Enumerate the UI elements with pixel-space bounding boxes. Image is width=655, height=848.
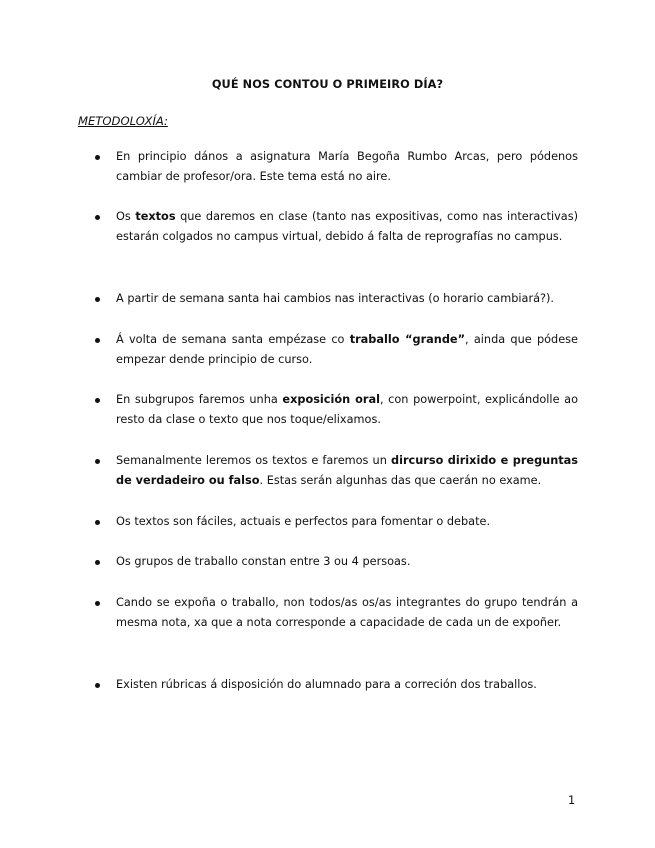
section-heading: METODOLOXÍA: <box>78 114 168 128</box>
bullet-icon <box>95 398 100 403</box>
bullet-icon <box>95 215 100 220</box>
list-item-text <box>116 207 578 248</box>
text-run: , con powerpoint, explicándolle ao resto da clase o texto que nos toque/elixamos. <box>116 393 578 427</box>
text-run: . Estas serán algunhas das que caerán no exame. <box>259 474 542 488</box>
list-item-text <box>116 552 596 572</box>
text-run: En principio dános a asignatura María Begoña Rumbo Arcas, pero pódenos cambiar de profesor/ora. Este tema está no aire. <box>116 150 578 184</box>
text-run: Cando se expoña o traballo, non todos/as os/as integrantes do grupo tendrán a mesma nota, xa que a nota corresponde a capacidade de cada un de expoñer. <box>116 596 578 630</box>
text-run: Semanalmente leremos os textos e faremos un <box>116 454 391 467</box>
text-run: Os textos son fáciles, actuais e perfectos para fomentar o debate. <box>116 515 491 528</box>
page-number: 1 <box>568 794 576 807</box>
bold-text: exposición oral <box>282 393 380 406</box>
text-run: En subgrupos faremos unha <box>116 393 283 406</box>
text-run: A partir de semana santa hai cambios nas interactivas (o horario cambiará?). <box>116 292 555 305</box>
text-run: Os grupos de traballo constan entre 3 ou 4 persoas. <box>116 555 411 568</box>
list-item-text <box>116 512 596 532</box>
bullet-icon <box>95 297 100 302</box>
page-title: QUÉ NOS CONTOU O PRIMEIRO DÍA? <box>211 78 444 91</box>
bullet-icon <box>95 338 100 343</box>
bold-text: traballo “grande” <box>349 333 466 346</box>
list-item-text <box>116 147 578 188</box>
text-run: Existen rúbricas á disposición do alumnado para a correción dos traballos. <box>116 678 537 691</box>
bullet-icon <box>95 520 100 525</box>
list-item-text <box>116 451 578 492</box>
list-item-text <box>116 675 596 695</box>
list-item-text <box>116 593 578 634</box>
bullet-icon <box>95 683 100 688</box>
bullet-icon <box>95 155 100 160</box>
bold-text: dircurso dirixido e preguntas de verdadeiro ou falso <box>116 454 578 488</box>
text-run: que daremos en clase (tanto nas expositivas, como nas interactivas) estarán colgados no campus virtual, debido á falta de reprografías no campus. <box>116 210 578 244</box>
bullet-icon <box>95 601 100 606</box>
text-run: Á volta de semana santa empézase co <box>116 333 350 346</box>
list-item-text <box>116 330 578 371</box>
text-run: Os <box>116 210 136 223</box>
bullet-icon <box>95 459 100 464</box>
list-item-text <box>116 390 578 431</box>
bullet-icon <box>95 560 100 565</box>
text-run: , ainda que pódese empezar dende principio de curso. <box>116 333 578 367</box>
list-item-text <box>116 289 596 309</box>
bold-text: textos <box>135 210 176 223</box>
